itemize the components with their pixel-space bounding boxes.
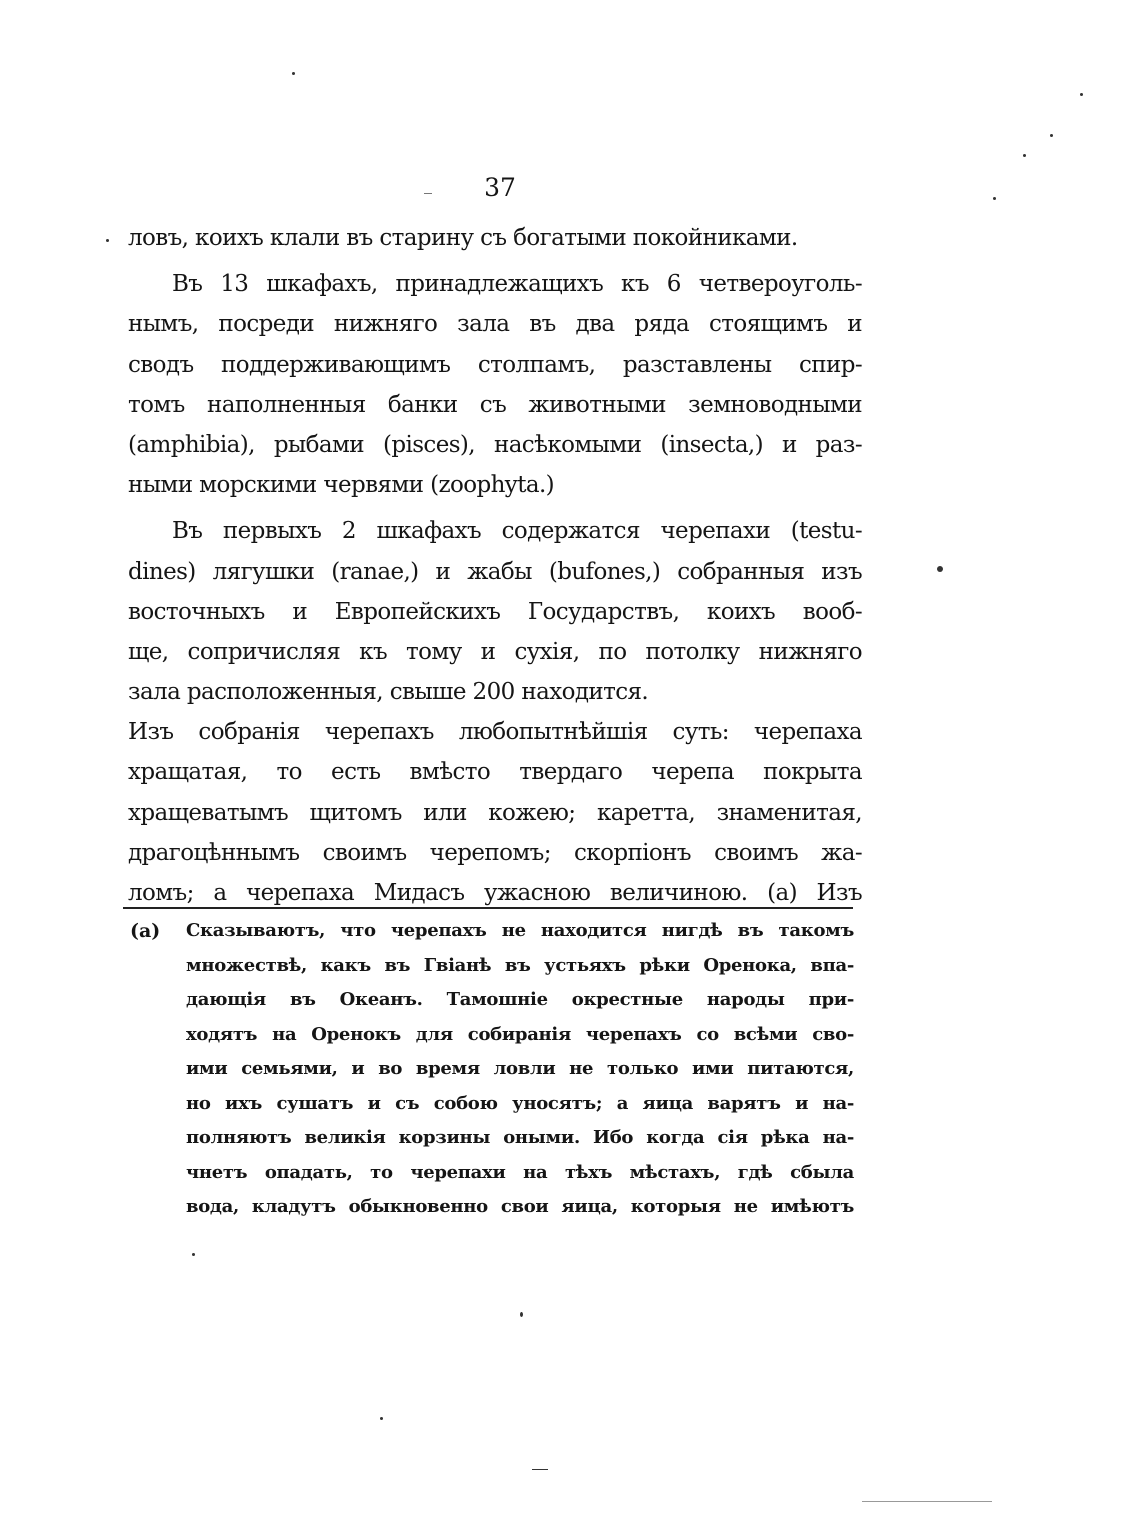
scan-speck: [993, 197, 996, 200]
main-text: [128, 218, 862, 913]
text-line: dines) лягушки (ranae,) и жабы (bufones,) собранныя изъ: [128, 558, 862, 585]
text-line: хращатая, то есть вмѣсто твердаго черепа покрыта: [128, 759, 862, 786]
scan-speck: [937, 566, 943, 572]
scan-mark: [862, 1501, 992, 1502]
scan-speck: [1023, 154, 1026, 157]
text-line: Въ 13 шкафахъ, принадлежащихъ къ 6 четвероуголь-: [172, 271, 862, 298]
scan-speck: [192, 1253, 195, 1256]
page-number: 37: [484, 173, 516, 202]
footnote-line: но ихъ сушатъ и съ собою уносятъ; а яица варятъ и на-: [186, 1092, 854, 1114]
footnote-line: полняютъ великія корзины оными. Ибо когда сія рѣка на-: [186, 1127, 854, 1148]
footnote-separator: [123, 907, 853, 909]
text-line: зала расположенныя, свыше 200 находится.: [128, 679, 649, 706]
scan-mark: [532, 1469, 548, 1470]
text-line: драгоцѣннымъ своимъ черепомъ; скорпіонъ своимъ жа-: [128, 839, 862, 866]
scan-speck: [380, 1417, 383, 1420]
footnote-line: дающія въ Океанъ. Тамошніе окрестные народы при-: [186, 989, 854, 1010]
text-line: ще, сопричисляя къ тому и сухія, по потолку нижняго: [128, 638, 862, 665]
scan-speck: [1050, 134, 1053, 137]
text-line: сводъ поддерживающимъ столпамъ, разставлены спир-: [128, 351, 862, 378]
scan-mark: [424, 193, 432, 194]
text-line: (amphibia), рыбами (pisces), насѣкомыми (insecta,) и раз-: [128, 431, 862, 458]
text-line: томъ наполненныя банки съ животными земноводными: [128, 391, 862, 418]
footnote-line: Сказываютъ, что черепахъ не находится нигдѣ въ такомъ: [186, 920, 854, 941]
footnote-line: вода, кладутъ обыкновенно свои яица, которыя не имѣютъ: [186, 1196, 854, 1217]
text-line: Изъ собранія черепахъ любопытнѣйшія суть: черепаха: [128, 719, 862, 746]
footnote-line: чнетъ опадать, то черепахи на тѣхъ мѣстахъ, гдѣ сбыла: [186, 1161, 854, 1183]
footnote: [186, 914, 854, 1225]
scan-speck: [1080, 93, 1083, 96]
text-line: ломъ; а черепаха Мидасъ ужасною величиною. (a) Изъ: [128, 880, 862, 906]
footnote-line: множествѣ, какъ въ Гвіанѣ въ устьяхъ рѣки Оренока, впа-: [186, 954, 854, 976]
text-line: ловъ, коихъ клали въ старину съ богатыми покойниками.: [128, 225, 798, 251]
text-line: нымъ, посреди нижняго зала въ два ряда стоящимъ и: [128, 311, 862, 338]
scan-speck: [292, 72, 295, 75]
scan-speck: [520, 1312, 523, 1317]
text-line: ными морскими червями (zoophyta.): [128, 472, 555, 499]
text-line: восточныхъ и Европейскихъ Государствъ, коихъ вооб-: [128, 598, 862, 625]
text-line: хращеватымъ щитомъ или кожею; каретта, знаменитая,: [128, 799, 862, 826]
footnote-line: ходятъ на Оренокъ для собиранія черепахъ со всѣми сво-: [186, 1023, 854, 1045]
scan-speck: [106, 239, 109, 242]
footnote-marker: (a): [130, 920, 161, 942]
footnote-line: ими семьями, и во время ловли не только ими питаются,: [186, 1058, 854, 1079]
text-line: Въ первыхъ 2 шкафахъ содержатся черепахи (testu-: [172, 518, 862, 545]
